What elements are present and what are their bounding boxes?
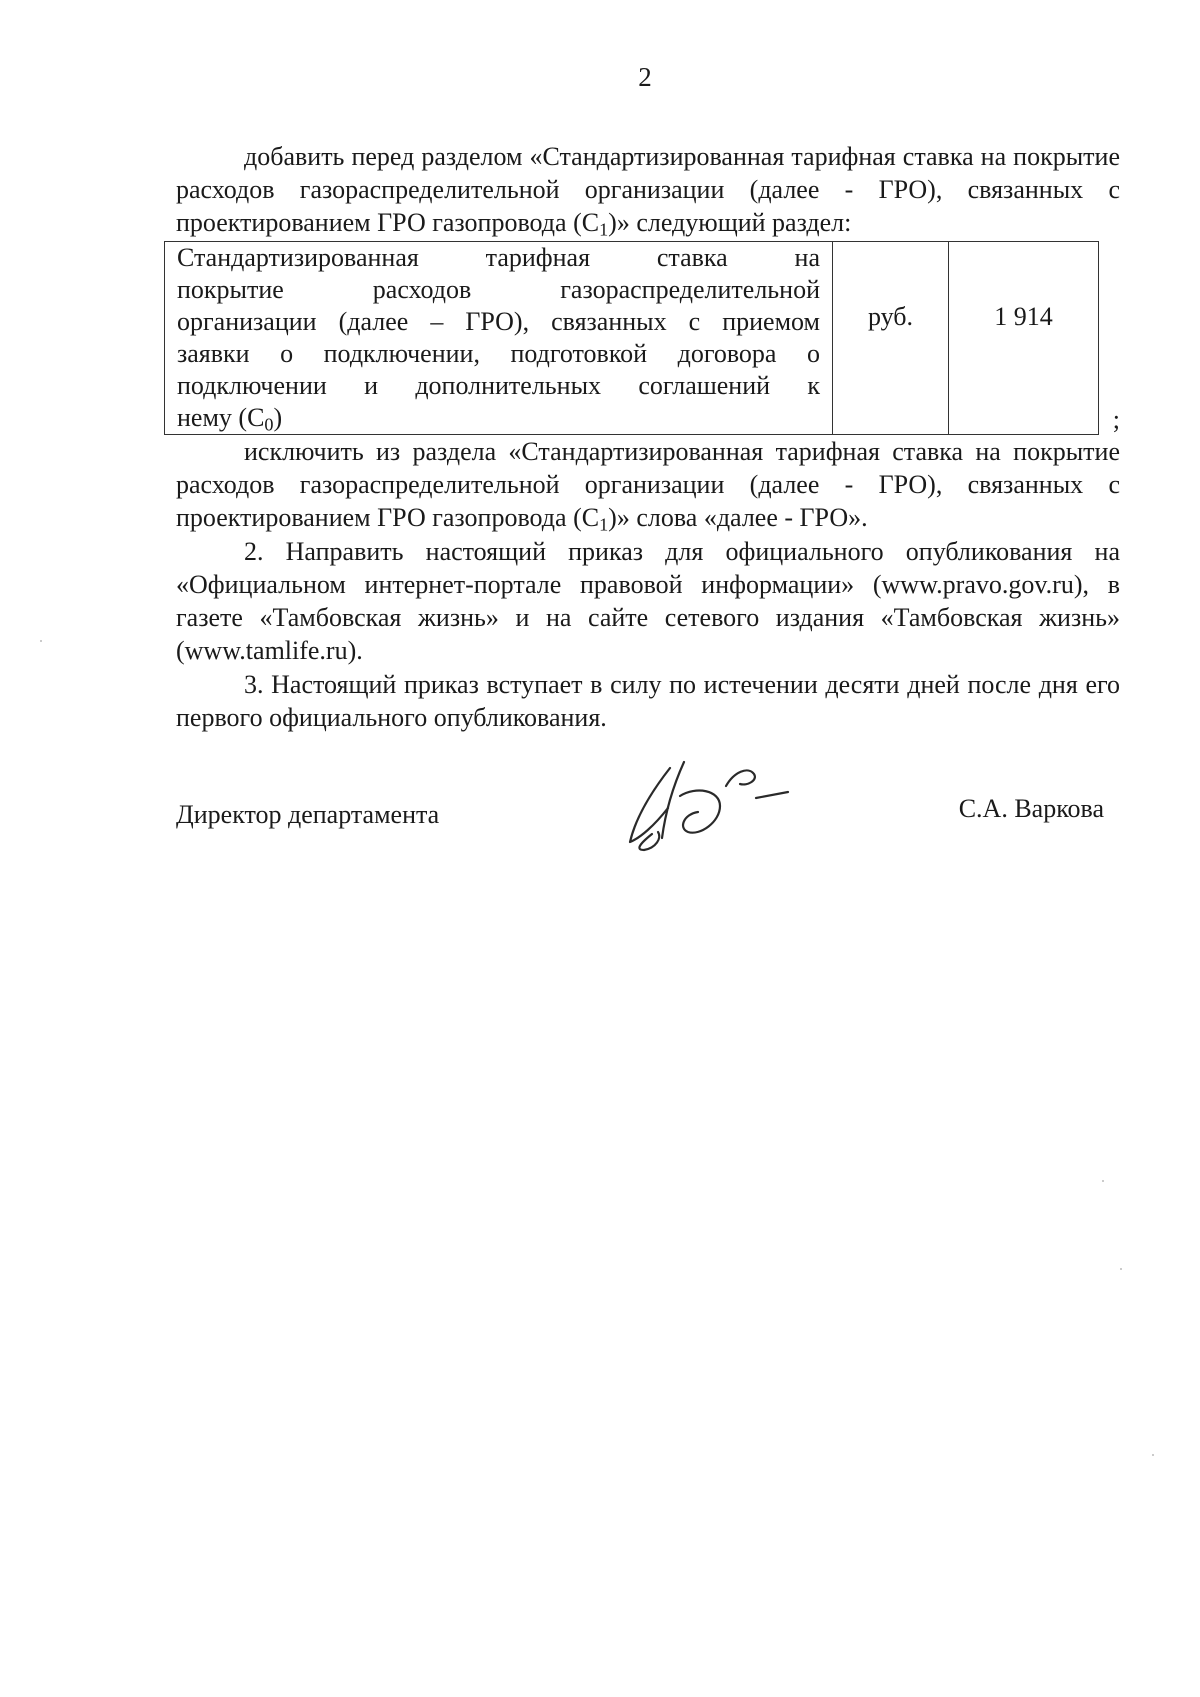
scan-speck: [1120, 1268, 1122, 1270]
description-line: организации (далее – ГРО), связанных с приемом: [177, 307, 820, 336]
paragraph-line: покрытие расходов газораспределительной организации (далее - ГРО),: [176, 437, 1120, 499]
subscript: 0: [264, 414, 274, 435]
page-number: 2: [638, 62, 652, 92]
paragraph-add-section: [176, 140, 1120, 239]
tariff-unit: руб.: [867, 302, 914, 331]
scan-speck: [1152, 1454, 1154, 1456]
scan-speck: [1102, 1180, 1104, 1182]
paragraph-line: связанных с проектированием ГРО газопровода (С: [176, 175, 1120, 237]
paragraph-line: покрытие расходов газораспределительной организации (далее - ГРО),: [176, 142, 1121, 204]
paragraph-2-publication: 2. Направить настоящий приказ для официального опубликования на «Официальном интернет-портале правовой информации» (www.pravo.gov.ru), в газете «Тамбовская жизнь» и на сайте сетевого издания «Тамбовская жизнь» (www.tamlife.ru).: [176, 537, 1120, 665]
description-line: Стандартизированная тарифная ставка на: [177, 243, 820, 272]
tariff-value: 1 914: [994, 302, 1053, 331]
paragraph-line: связанных с проектированием ГРО газопровода (С: [176, 470, 1120, 532]
paragraph-3-effective-date: 3. Настоящий приказ вступает в силу по истечении десяти дней после дня его первого официального опубликования.: [176, 670, 1120, 732]
tariff-value-cell: [949, 242, 1099, 435]
handwritten-signature-icon: [622, 746, 812, 856]
description-line: [177, 402, 820, 434]
paragraph-exclude-words: [176, 435, 1120, 534]
subscript: 1: [599, 514, 609, 535]
subscript: 1: [599, 219, 609, 240]
signature-block: [176, 786, 1120, 846]
description-line: покрытие расходов газораспределительной: [177, 275, 820, 304]
signatory-title: Директор департамента: [176, 800, 440, 829]
table-row: [165, 242, 1099, 435]
tariff-description-cell: [165, 242, 833, 435]
table-trailing-semicolon: ;: [1112, 405, 1120, 434]
description-line: заявки о подключении, подготовкой договора о: [177, 339, 820, 368]
description-text: ): [273, 403, 283, 432]
signatory-name: С.А. Варкова: [958, 794, 1104, 823]
paragraph-line: добавить перед разделом «Стандартизированная тарифная ставка на: [244, 142, 1007, 171]
tariff-table-wrapper: [176, 241, 1120, 435]
document-body: [176, 140, 1120, 734]
description-text: нему (С: [177, 403, 265, 432]
tariff-unit-cell: [833, 242, 949, 435]
paragraph-line: исключить из раздела «Стандартизированная тарифная ставка на: [244, 437, 1001, 466]
tariff-table: [164, 241, 1099, 435]
description-line: подключении и дополнительных соглашений к: [177, 371, 820, 400]
paragraph-line: )» следующий раздел:: [608, 208, 852, 237]
paragraph-line: )» слова «далее - ГРО».: [608, 503, 868, 532]
scan-speck: [40, 640, 42, 642]
